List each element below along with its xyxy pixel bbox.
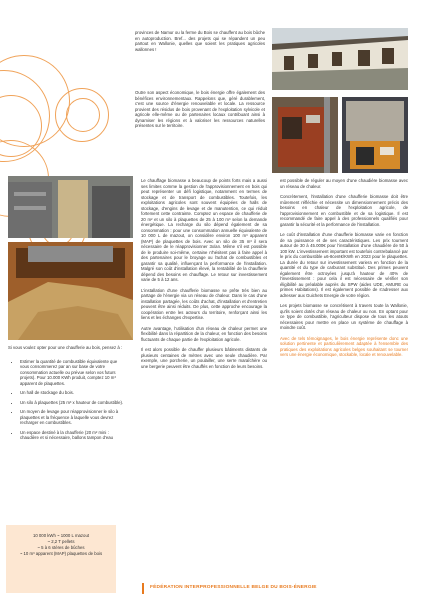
equivalence-line: ~ 10 m³ apparent (MAP) plaquettes de bois <box>19 551 103 556</box>
list-item: • Un espace destiné à la chaufferie (20 m² mini : chaudière et si nécessaire, ballons tampon d'eau <box>20 430 126 441</box>
main-column-2 <box>280 178 408 363</box>
equivalence-line: 10 000 kWh ~ 1000 L mazout <box>32 533 90 538</box>
paragraph: Il est alors possible de chauffer plusieurs bâtiments distants de plusieurs centaines de mètres avec une seule chaudière. Par exemple, une porcherie, un poulailler, une serre maraîchère ou une bergerie peuvent être chauffés en fonction de leurs besoins. <box>141 347 267 369</box>
list-item: • Un moyen de levage pour réapprovisionner le silo à plaquettes et la fréquence à laquelle vous devrez recharger en combustibles. <box>20 409 126 426</box>
boiler-room-photo <box>8 176 133 238</box>
footer-bar <box>142 583 404 594</box>
paragraph: L'installation d'une chaufferie biomasse se prête très bien au partage de l'énergie via un réseau de chaleur. Dans le cas d'une installation partagée, les coûts d'achat, d'installation et d'entretien peuvent être ainsi réduits. De plus, cette approche encourage la coopération entre les acteurs du territoire, renforçant ainsi les liens et les échanges d'expertise. <box>141 287 267 320</box>
footer-label: FÉDÉRATION INTERPROFESSIONNELLE BELGE DU BOIS-ÉNERGIE <box>150 585 317 590</box>
sidebar-list <box>8 359 126 441</box>
paragraph: Concrètement, l'installation d'une chaufferie biomasse doit être mûrement réfléchie et nécessite un dimensionnement précis des besoins en chaleur de l'exploitation agricole, de l'approvisionnement en combustible et de sa logistique. Il est recommandé de faire appel à des professionnels qualifiés pour garantir la sécurité et la performance de l'installation. <box>280 194 408 227</box>
list-item: • Estimer la quantité de combustible équivalente que vous consommerez par an sur base de votre consommation actuelle ou prévue selon vos futurs projets). Pour 10.000 KWh produit, comptez 10 m³ apparent de plaquettes. <box>20 359 126 387</box>
list-item: • Un hall de stockage du bois. <box>20 390 126 396</box>
intro-paragraph: provinces de Namur ou la ferme du Bois se chauffent au bois bûche en autoproduction. Bref... des projets qui se répandent un peu partout en Wallonie, quelles que soient les pratiques agricoles wallonnes ! <box>135 30 265 52</box>
closing-paragraph: Avec de tels témoignages, le bois énergie représente donc une solution pertinente et particulièrement adaptée à l'ensemble des pratiques des exploitations agricoles belges souhaitant se tourner vers une énergie économique, stockable, locale et renouvelable. <box>280 335 408 357</box>
paragraph: Autre avantage, l'utilisation d'un réseau de chaleur permet une flexibilité dans la répartition de la chaleur, en fonction des besoins fluctuants de chaque partie de l'exploitation agricole. <box>141 325 267 342</box>
list-item: • Un silo à plaquettes (25 m³ x hauteur de combustible). <box>20 400 126 406</box>
paragraph: est possible de réguler au moyen d'une chaudière biomasse avec un réseau de chaleur. <box>280 178 408 189</box>
paragraph: Le coût d'installation d'une chaufferie biomasse varie en fonction de sa puissance et de ses caractéristiques. Les prix tournent autour de 30 à 45.000€ pour l'installation d'une chaudière de 50 à 100 kW. L'investissement important est toutefois contrebalancé par le prix du combustible ±6-8cent€/KWh en 2023 pour le plaquettes. La durée du retour sur investissement variera en fonction de la quantité et du type de carburant substitué. Des primes peuvent également être octroyées jusqu'à hauteur de 40% de l'investissement : pour cela il est nécessaire de vérifier son éligibilité au préalable auprès du SPW (aides UDE, AMURE ou primes Habitations). Il est également possible de s'adresser aux adresser aux Guichets Energie de votre région. <box>280 232 408 298</box>
paragraph: Les projets biomasse se concrétisent à travers toute la Wallonie, qu'ils soient dotés d'un réseau de chaleur ou non. En optant pour ce type de combustible, l'agriculteur dispose de tous les atouts nécessaires pour mettre en place un système de chauffage à moindre coût. <box>280 303 408 330</box>
paragraph: Le chauffage biomasse a beaucoup de points forts mais a aussi ses limites comme la gestion de l'approvisionnement en bois qui peut représenter un défi logistique, notamment en termes de stockage et de transport de combustibles. Toutefois, les exploitations agricoles sont souvent équipées de halls de stockage, d'engins de levage et de manutention, ce qui réduit fortement cette contrainte. Comptez un espace de chaufferie de 20 m² et un silo à plaquettes de 25 à 100 m³ selon la demande énergétique. La recharge du silo dépend également de sa consommation : pour une consommation annuelle équivalente de 10 000 L de mazout, on considère environ 100 m³ apparent (MAP) de plaquettes de bois. Avec un silo de 35 m³ il sera nécessaire de le réapprovisionner 3x/an. Même s'il est possible de le produire soi-même, certaine n'hésitent pas à faire appel à des partenaires pour le broyage ou l'achat de combustibles et garantir sa qualité, influençant la performance de l'installation. Malgré son coût d'installation élevé, la rentabilité de la chaufferie dépend des besoins en chauffage. Le retour sur investissement varie de 5 à 12 ans. <box>141 178 267 282</box>
environment-paragraph: Outre son aspect économique, le bois énergie offre également des bénéfices environnementaux. Rappelons que, géré durablement, c'est une source d'énergie renouvelable et locale. La ressource provient des résidus de bois provenant de l'exploitation sylvicole et agricole elle-même ou de partenaires locaux contribuant ainsi à dynamiser les régions et à valoriser les ressources naturelles présentes sur le territoire. <box>135 90 265 128</box>
sidebar-intro: Si vous voulez opter pour une chaufferie au bois, pensez à : <box>8 345 123 350</box>
wood-chips-photo <box>8 242 133 340</box>
equivalence-line: ~ 2,2 T pellets <box>47 539 75 544</box>
boiler-photo-right <box>342 97 408 173</box>
equivalence-line: ~ 5 à 6 stères de bûches <box>37 545 85 550</box>
main-column-1 <box>141 178 267 374</box>
boiler-photo-left <box>272 97 338 173</box>
equivalence-box <box>6 525 116 593</box>
farm-building-photo <box>272 28 408 90</box>
sidebar-checklist <box>8 345 126 445</box>
